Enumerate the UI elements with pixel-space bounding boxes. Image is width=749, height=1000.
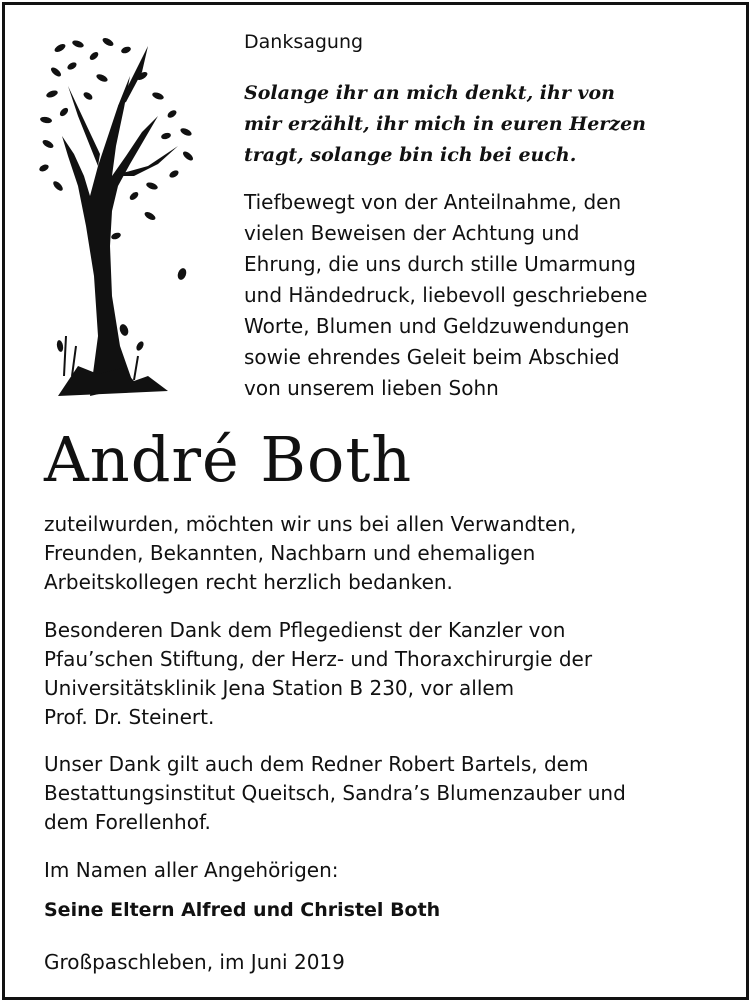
paragraph-line: zuteilwurden, möchten wir uns bei allen Verwandten, [44,512,577,536]
paragraph-line: Bestattungsinstitut Queitsch, Sandra’s Blumenzauber und [44,781,626,805]
deceased-name: André Both [44,423,413,496]
additional-thanks-paragraph [44,750,724,837]
intro-line: vielen Beweisen der Achtung und [244,221,580,245]
closing-line: Im Namen aller Angehörigen: [44,858,339,882]
place-date: Großpaschleben, im Juni 2019 [44,950,345,974]
intro-line: Ehrung, die uns durch stille Umarmung [244,252,636,276]
intro-line: und Händedruck, liebevoll geschriebene [244,283,648,307]
paragraph-line: Freunden, Bekannten, Nachbarn und ehemaligen [44,541,536,565]
paragraph-line: Besonderen Dank dem Pflegedienst der Kanzler von [44,618,566,642]
paragraph-line: Arbeitskollegen recht herzlich bedanken. [44,570,453,594]
paragraph-line: Unser Dank gilt auch dem Redner Robert Bartels, dem [44,752,589,776]
quote-line: mir erzählt, ihr mich in euren Herzen [244,113,646,135]
special-thanks-paragraph [44,616,724,732]
quote-line: Solange ihr an mich denkt, ihr von [244,82,615,104]
quote-line: tragt, solange bin ich bei euch. [244,144,577,166]
intro-line: von unserem lieben Sohn [244,376,499,400]
signers: Seine Eltern Alfred und Christel Both [44,899,441,921]
tree-icon [38,36,208,396]
intro-line: sowie ehrendes Geleit beim Abschied [244,345,620,369]
notice-heading: Danksagung [244,31,364,53]
intro-line: Tiefbewegt von der Anteilnahme, den [244,190,622,214]
intro-text [244,187,724,404]
thanks-paragraph [44,510,724,597]
paragraph-line: Prof. Dr. Steinert. [44,705,215,729]
paragraph-line: dem Forellenhof. [44,810,211,834]
intro-line: Worte, Blumen und Geldzuwendungen [244,314,630,338]
paragraph-line: Pfau’schen Stiftung, der Herz- und Thoraxchirurgie der [44,647,593,671]
paragraph-line: Universitätsklinik Jena Station B 230, vor allem [44,676,515,700]
memorial-quote [244,78,724,171]
